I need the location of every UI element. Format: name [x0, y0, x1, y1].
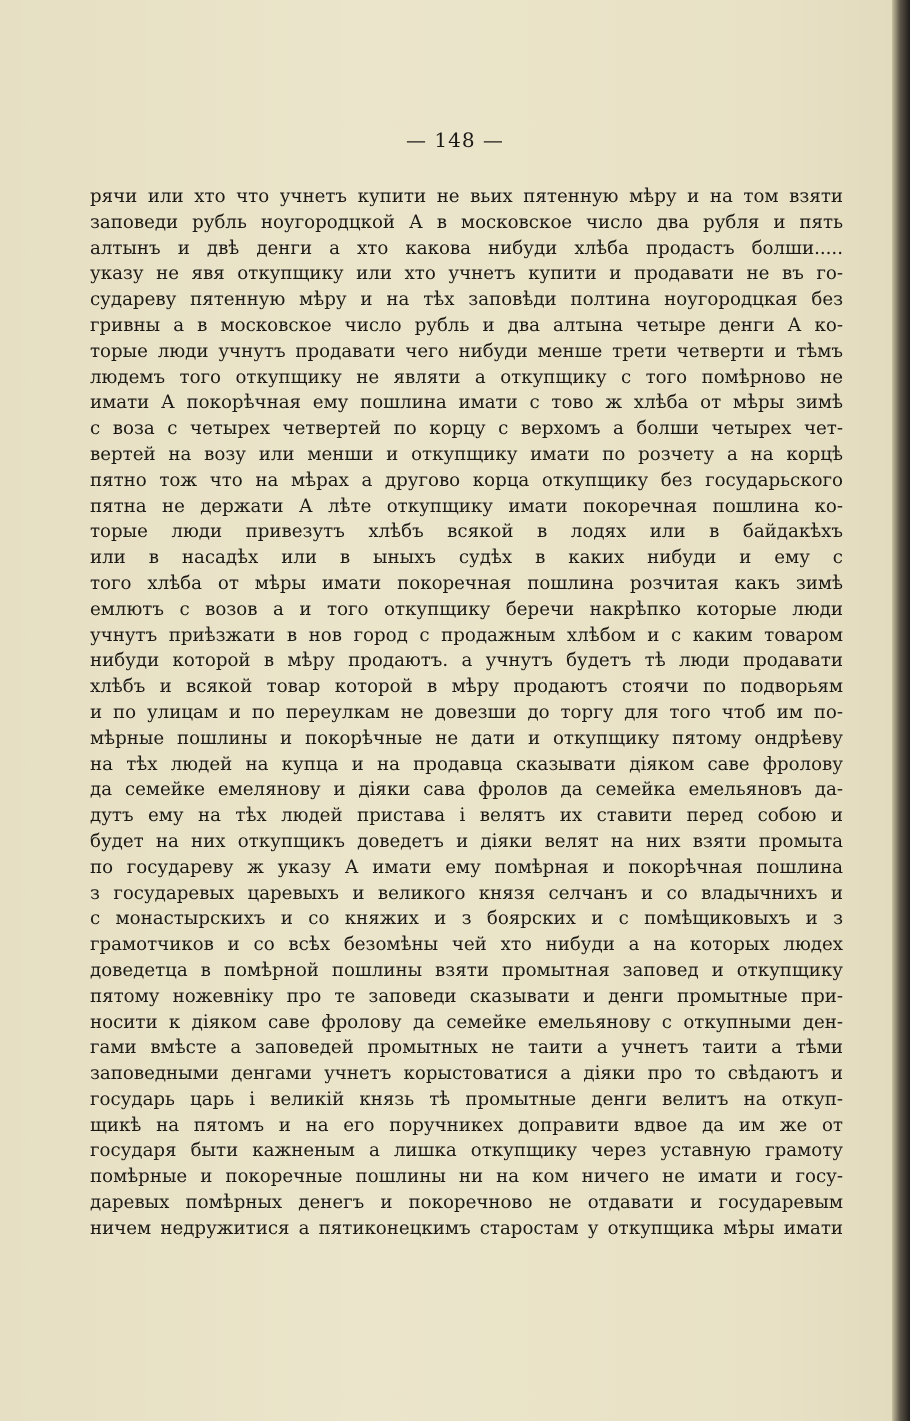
text-line: заповедными денгами учнетъ корыстоватися а діяки про то свѣдаютъ и	[90, 1063, 843, 1085]
text-line: будет на них откупщикъ доведетъ и діяки велят на них взяти промыта	[90, 830, 843, 852]
page-number: — 148 —	[406, 128, 504, 152]
text-line: того хлѣба от мѣры имати покоречная пошлина розчитая какъ зимѣ	[90, 572, 843, 594]
text-line: щикѣ на пятомъ и на его поручникех доправити вдвое да им же от	[90, 1114, 843, 1136]
text-line: гривны а в московское число рубль и два алтына четыре денги А ко-	[90, 314, 843, 336]
text-line: имати А покорѣчная ему пошлина имати с тово ж хлѣба от мѣры зимѣ	[90, 392, 843, 414]
text-line: и по улицам и по переулкам не довезши до торгу для того чтоб им по-	[90, 701, 843, 723]
text-line: носити к діяком саве фролову да семейке емельянову с откупными ден-	[90, 1011, 843, 1033]
text-line: ничем недружитися а пятиконецкимъ старостам у откупщика мѣры имати	[90, 1217, 843, 1239]
text-line: заповеди рубль ноугородцкой А в московское число два рубля и пять	[90, 211, 843, 233]
text-line: по государеву ж указу А имати ему помѣрная и покорѣчная пошлина	[90, 856, 843, 878]
text-line: на тѣх людей на купца и на продавца сказывати діяком саве фролову	[90, 753, 843, 775]
text-line: грамотчиков и со всѣх безомѣны чей хто нибуди а на которых людех	[90, 934, 843, 956]
text-line: даревых помѣрных денегъ и покоречново не отдавати и государевым	[90, 1192, 843, 1214]
text-line: помѣрные и покоречные пошлины ни на ком ничего не имати и госу-	[90, 1166, 843, 1188]
text-line: вертей на возу или менши и откупщику имати по розчету а на корцѣ	[90, 443, 843, 465]
text-line: мѣрные пошлины и покорѣчные не дати и откупщику пятому ондрѣеву	[90, 727, 843, 749]
text-line: нибуди которой в мѣру продаютъ. а учнутъ будетъ тѣ люди продавати	[90, 650, 843, 672]
text-line: судареву пятенную мѣру и на тѣх заповѣди полтина ноугородцкая без	[90, 289, 843, 311]
text-line: людемъ того откупщику не являти а откупщику с того помѣрново не	[90, 366, 843, 388]
text-line: торые люди привезутъ хлѣбъ всякой в лодях или в байдакѣхъ	[90, 521, 843, 543]
text-line: указу не явя откупщику или хто учнетъ купити и продавати не въ го-	[90, 263, 843, 285]
text-line: государя быти кажненым а лишка откупщику через уставную грамоту	[90, 1140, 843, 1162]
text-line: з государевых царевыхъ и великого князя селчанъ и со владычнихъ и	[90, 882, 843, 904]
text-line: гами вмѣсте а заповедей промытных не таити а учнетъ таити а тѣми	[90, 1037, 843, 1059]
text-line: с воза с четырех четвертей по корцу с верхомъ а болши четырех чет-	[90, 418, 843, 440]
text-line: пятно тож что на мѣрах а другово корца откупщику без государьского	[90, 469, 843, 491]
text-line: доведетца в помѣрной пошлины взяти промытная заповед и откупщику	[90, 959, 843, 981]
text-line: алтынъ и двѣ денги а хто какова нибуди хлѣба продастъ болши.....	[90, 237, 843, 259]
text-line: да семейке емелянову и діяки сава фролов да семейка емельяновъ да-	[90, 779, 843, 801]
text-line: с монастырскихъ и со княжих и з боярских и с помѣщиковыхъ и з	[90, 908, 843, 930]
text-line: или в насадѣх или в ыныхъ судѣх в каких нибуди и ему с	[90, 547, 843, 569]
text-line: дутъ ему на тѣх людей пристава і велятъ их ставити перед собою и	[90, 805, 843, 827]
text-line: пятна не держати А лѣте откупщику имати покоречная пошлина ко-	[90, 495, 843, 517]
text-line: хлѣбъ и всякой товар которой в мѣру продаютъ стоячи по подворьям	[90, 676, 843, 698]
text-line: рячи или хто что учнетъ купити не вьих пятенную мѣру и на том взяти	[90, 186, 843, 207]
text-line: учнутъ приѣзжати в нов город с продажным хлѣбом и с каким товаром	[90, 624, 843, 646]
text-line: торые люди учнутъ продавати чего нибуди менше трети четверти и тѣмъ	[90, 340, 843, 362]
body-text	[90, 184, 843, 1242]
book-binding-edge	[892, 0, 910, 1421]
text-line: емлютъ с возов а и того откупщику беречи накрѣпко которые люди	[90, 598, 843, 620]
text-line: пятому ножевніку про те заповеди сказывати и денги промытные при-	[90, 985, 843, 1007]
text-line: государь царь і великій князь тѣ промытные денги велитъ на откуп-	[90, 1088, 843, 1110]
